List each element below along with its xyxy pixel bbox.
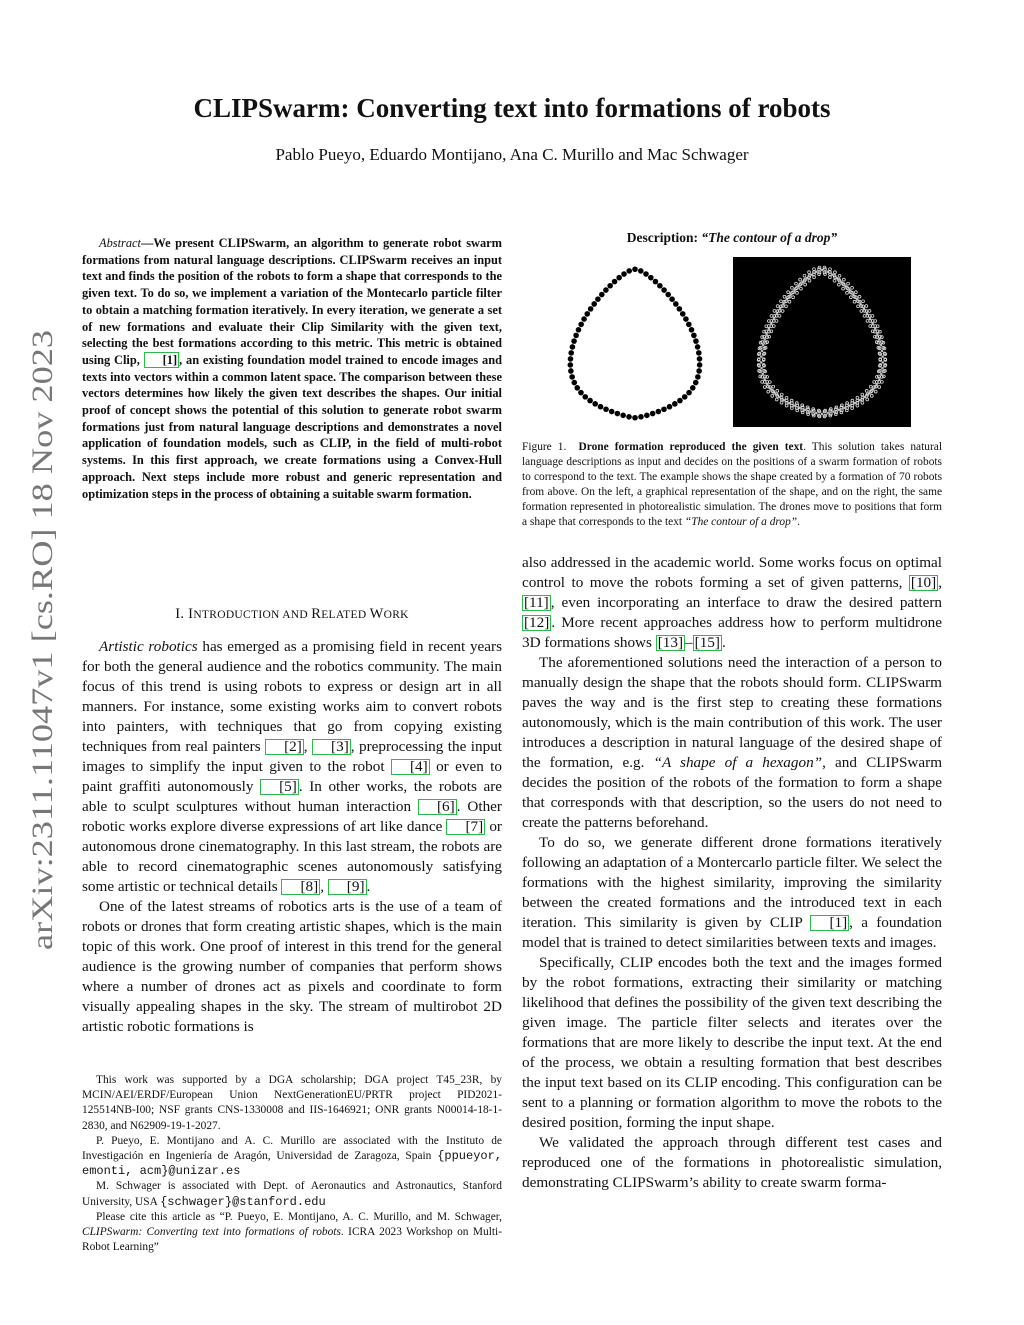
robot-dot: [588, 306, 594, 312]
robot-dot: [626, 414, 632, 420]
drone-marker: [780, 396, 788, 404]
robot-dot: [696, 350, 702, 356]
drone-marker: [871, 325, 879, 333]
robot-dot: [667, 404, 673, 410]
drone-marker: [851, 399, 859, 407]
email-link[interactable]: {schwager}@stanford.edu: [160, 1194, 326, 1209]
citation-link[interactable]: [9]: [328, 879, 367, 895]
drop-shape-dots: [545, 258, 725, 428]
robot-dot: [644, 413, 650, 419]
drone-marker: [866, 315, 874, 323]
abstract-text-2: , an existing foundation model trained to encode images and texts into vectors within a common latent space. The comparison between these vectors determines how likely the given text describes the shapes. Our initial proof of concept shows the potential of this solution to generate robot swarm formations just from natural language descriptions and demonstrates a novel application of foundation models, such as CLIP, in the field of multi-robot systems. In this first approach, we create formations using a Convex-Hull approach. Next steps include more robust and generic representation and optimization steps in the process of obtaining a suitable swarm formation.: [82, 352, 503, 501]
robot-dot: [578, 390, 584, 396]
robot-dot: [621, 271, 627, 277]
citation-link[interactable]: [15]: [694, 634, 720, 651]
robot-dot: [573, 333, 579, 339]
robot-dot: [569, 374, 575, 380]
robot-dot: [661, 287, 667, 293]
drop-shape-drones: [733, 257, 911, 427]
abstract: [82, 235, 502, 502]
robot-dot: [570, 344, 576, 350]
robot-dot: [661, 406, 667, 412]
robot-dot: [673, 301, 679, 307]
footnote-affiliation-2: M. Schwager is associated with Dept. of Aeronautics and Astronautics, Stanford University, USA {schwager}@stanford.edu: [82, 1180, 502, 1209]
robot-dot: [595, 296, 601, 302]
drone-marker: [765, 325, 773, 333]
body-paragraph-4: Specifically, CLIP encodes both the text and the images formed by the robot formations, extracting their similarity or matching likelihood that defines the possibility of the given text describing the given image. The particle filter selects and iterates over the formations that are more likely to describe the input text. At the end of the process, we obtain a resulting formation that best describes the input text based on its CLIP encoding. This configuration can be sent to a planning or formation algorithm to move the robots to the desired position, forming the input shape.: [522, 954, 942, 1131]
drone-marker: [846, 402, 854, 410]
robot-dot: [648, 275, 654, 281]
robot-dot: [632, 415, 638, 421]
robot-dot: [696, 368, 702, 374]
robot-dot: [650, 411, 656, 417]
robot-dot: [592, 401, 598, 407]
abstract-label: Abstract: [99, 236, 141, 250]
drone-marker: [856, 396, 864, 404]
paper-title: CLIPSwarm: Converting text into formations of robots: [193, 93, 831, 123]
body-paragraph-2: The aforementioned solutions need the interaction of a person to manually design the shape that the robots should form. CLIPSwarm paves the way and is the first step to creating these formations autonomously, which is the main contribution of this work. The user introduces a description in natural language of the desired shape of the formation, e.g. “A shape of a hexagon”, and CLIPSwarm decides the position of the robots of the formation to form a shape that corresponds with that description, so the users do not need to create the patterns beforehand.: [522, 654, 943, 831]
intro-paragraph-2: One of the latest streams of robotics arts is the use of a team of robots or drones that form creating artistic shapes, which is the main topic of this work. One proof of interest in this trend for the general audience is the growing number of companies that perform shows where a number of drones act as pixels and coordinate to form visually appealing shapes in the sky. The stream of multirobot 2D artistic robotic formations is: [82, 898, 502, 1035]
figure-caption: Figure 1. Drone formation reproduced the given text. This solution takes natural language descriptions as input and decides on the positions of a swarm formation of robots to correspond to the text. The example shows the shape created by a formation of 70 robots from above. On the left, a graphical representation of the shape, and on the right, the same formation represented in photorealistic simulation. The drones move to positions that form a shape that corresponds to the text “The contour of a drop”.: [522, 441, 942, 528]
robot-dot: [568, 356, 574, 362]
robot-dot: [689, 327, 695, 333]
citation-link[interactable]: [1]: [810, 915, 849, 931]
robot-dot: [643, 271, 649, 277]
robot-dot: [697, 356, 703, 362]
robot-dot: [603, 406, 609, 412]
footnote-citation: Please cite this article as “P. Pueyo, E. Montijano, A. C. Murillo, and M. Schwager, CLIPSwarm: Converting text into formations of robots. ICRA 2023 Workshop on Multi-Robot Learning”: [82, 1210, 502, 1254]
email-link[interactable]: {ppueyor, emonti, acm}@unizar.es: [82, 1149, 502, 1179]
robot-dot: [582, 394, 588, 400]
citation-link[interactable]: [3]: [312, 739, 351, 755]
robot-dot: [584, 311, 590, 317]
drone-marker: [869, 320, 877, 328]
robot-dot: [607, 283, 613, 289]
robot-dot: [680, 311, 686, 317]
robot-dot: [599, 292, 605, 298]
robot-dot: [690, 385, 696, 391]
robot-dot: [612, 279, 618, 285]
robot-dot: [603, 287, 609, 293]
robot-dot: [574, 385, 580, 391]
robot-dot: [571, 380, 577, 386]
robot-dot: [578, 322, 584, 328]
figure-description: Description: “The contour of a drop”: [626, 230, 838, 245]
robot-dot: [609, 409, 615, 415]
robot-dot: [626, 268, 632, 274]
citation-link[interactable]: [11]: [524, 594, 549, 611]
robot-dot: [669, 296, 675, 302]
robot-dot: [616, 275, 622, 281]
robot-dot: [568, 362, 574, 368]
right-column-body: [522, 553, 942, 1193]
robot-dot: [568, 368, 574, 374]
robot-dot: [657, 283, 663, 289]
robot-dot: [682, 394, 688, 400]
drone-marker: [785, 399, 793, 407]
paper-authors: Pablo Pueyo, Eduardo Montijano, Ana C. Murillo and Mac Schwager: [275, 145, 749, 164]
robot-dot: [691, 333, 697, 339]
drone-marker: [767, 320, 775, 328]
citation-link[interactable]: [10]: [910, 574, 937, 591]
robot-dot: [693, 380, 699, 386]
robot-dot: [591, 301, 597, 307]
robot-dot: [638, 268, 644, 274]
citation-link[interactable]: [4]: [391, 759, 430, 775]
robot-dot: [677, 306, 683, 312]
citation-link[interactable]: [2]: [265, 739, 304, 755]
footnote-affiliation-1: P. Pueyo, E. Montijano and A. C. Murillo are associated with the Instituto de Investigación en Ingeniería de Aragón, Universidad de Zaragoza, Spain {ppueyor, emonti, acm}@unizar.es: [82, 1134, 502, 1179]
robot-dot: [695, 344, 701, 350]
citation-link[interactable]: [6]: [418, 799, 457, 815]
citation-link[interactable]: [1]: [144, 352, 179, 368]
drone-marker: [879, 359, 887, 367]
drone-marker: [790, 402, 798, 410]
abstract-text-1: We present CLIPSwarm, an algorithm to generate robot swarm formations from natural language descriptions. CLIPSwarm receives an input text and finds the position of the robots to form a shape that corresponds to the given text. To do so, we implement a variation of the Montecarlo particle filter to obtain a matching formation iteratively. In every iteration, we generate a set of new formations and evaluate their Clip Similarity with the given text, selecting the best formations according to this metric. This metric is obtained using Clip,: [82, 236, 502, 367]
arxiv-id-text: arXiv:2311.11047v1 [cs.RO] 18 Nov 2023: [26, 437, 59, 950]
intro-paragraph-1: Artistic robotics has emerged as a promising field in recent years for both the general audience and the robotics community. The main focus of this trend is using robots to express or design art in all manners. For instance, some existing works aim to convert robots into painters, with techniques that go from copying existing techniques from real painters [2] , [3] , preprocessing the input images to simplify the input given to the robot [4] or even to paint graffiti autonomously [5] . In other works, the robots are able to sculpt sculptures without human interaction [6] . Other robotic works explore diverse expressions of art like dance [7] or autonomous drone cinematography. In this last stream, the robots are able to record cinematographic scenes autonomously satisfying some artistic or technical details [8] , [9] .: [82, 638, 503, 895]
formation-plot: [545, 258, 725, 428]
citation-link[interactable]: [5]: [260, 779, 299, 795]
citation-link[interactable]: [13]: [657, 634, 684, 651]
abstract-dash: —: [141, 236, 154, 250]
robot-dot: [686, 322, 692, 328]
robot-dot: [571, 338, 577, 344]
body-paragraph-continued: also addressed in the academic world. Some works focus on optimal control to move the robots forming a set of given patterns, [10] , [11] , even incorporating an interface to draw the desired pattern [12] . More recent approaches address how to perform multidrone 3D formations shows [13] – [15] .: [522, 554, 942, 651]
drone-marker: [757, 359, 765, 367]
robot-dot: [632, 266, 638, 272]
robot-dot: [686, 390, 692, 396]
drone-marker: [773, 310, 781, 318]
robot-dot: [665, 292, 671, 298]
left-column-body: [82, 637, 502, 1037]
simulation-render: [733, 257, 911, 427]
robot-dot: [672, 401, 678, 407]
footnotes: [82, 1073, 502, 1255]
robot-dot: [697, 362, 703, 368]
robot-dot: [587, 398, 593, 404]
footnote-funding: This work was supported by a DGA scholarship; DGA project T45_23R, by MCIN/AEI/ERDF/European Union NextGenerationEU/PRTR project PID2021-125514NB-I00; NSF grants CNS-1330008 and IIS-1646921; ONR grants N00014-18-1-2830, and N62909-19-1-2027.: [82, 1074, 502, 1132]
arxiv-side-label: [8, 320, 68, 960]
robot-dot: [677, 398, 683, 404]
body-paragraph-5: We validated the approach through different test cases and reproduced one of the formations in photorealistic simulation, demonstrating CLIPSwarm’s ability to create swarm forma-: [522, 1134, 942, 1191]
robot-dot: [683, 316, 689, 322]
robot-dot: [653, 279, 659, 285]
robot-dot: [695, 374, 701, 380]
robot-dot: [598, 404, 604, 410]
robot-dot: [638, 414, 644, 420]
citation-link[interactable]: [7]: [446, 819, 485, 835]
drone-marker: [863, 310, 871, 318]
citation-link[interactable]: [8]: [281, 879, 320, 895]
citation-link[interactable]: [12]: [524, 614, 550, 631]
section-heading: I. INTRODUCTION AND RELATED WORK: [175, 606, 409, 622]
drone-marker: [776, 305, 784, 313]
body-paragraph-3: To do so, we generate different drone formations iteratively following an adaptation of a Montercarlo particle filter. We select the formations with the highest similarity, improving the similarity between the created formations and the introduced text in each iteration. This similarity is given by CLIP [1] , a foundation model that is trained to detect similarities between texts and images.: [522, 834, 942, 951]
robot-dot: [576, 327, 582, 333]
robot-dot: [581, 316, 587, 322]
robot-dot: [620, 413, 626, 419]
robot-dot: [693, 338, 699, 344]
robot-dot: [568, 350, 574, 356]
drone-marker: [770, 315, 778, 323]
robot-dot: [615, 411, 621, 417]
robot-dot: [656, 409, 662, 415]
drone-marker: [860, 305, 868, 313]
